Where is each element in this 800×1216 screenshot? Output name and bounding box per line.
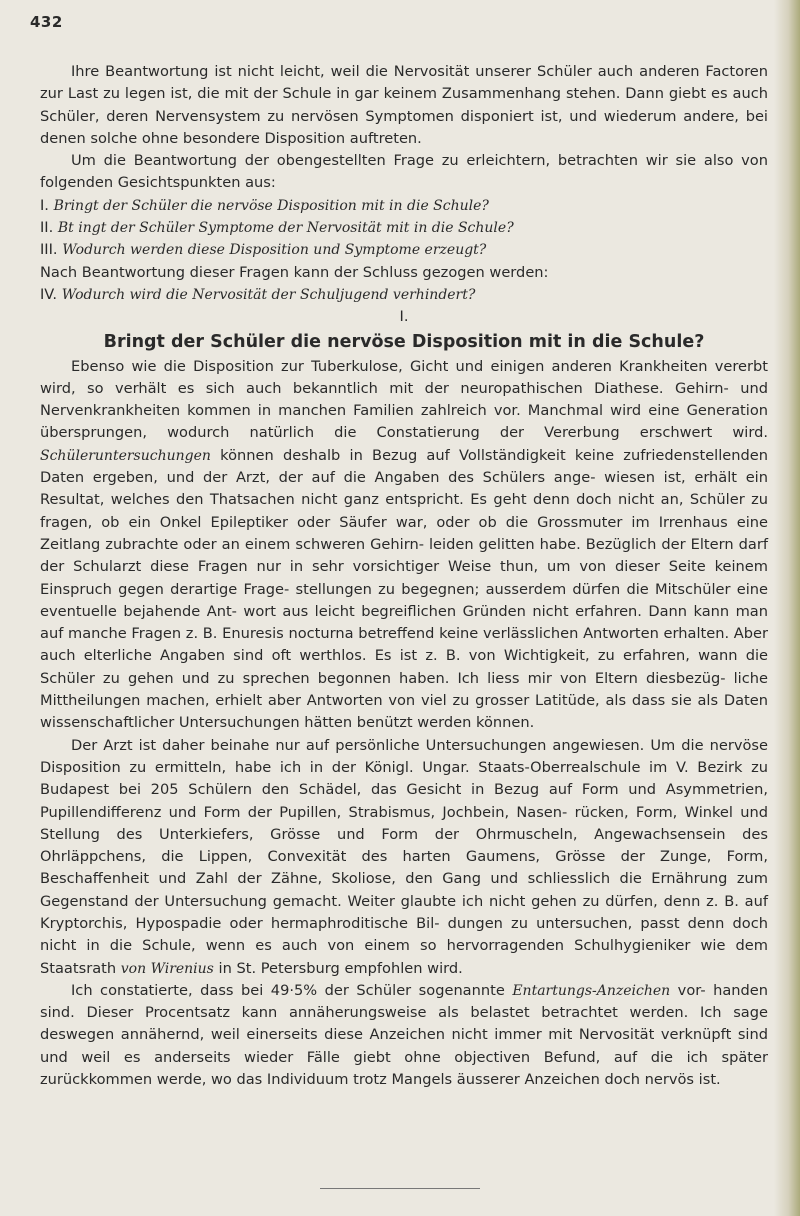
section-heading: Bringt der Schüler die nervöse Disposition mit in die Schule? (103, 331, 705, 352)
page-edge-shadow (774, 0, 800, 1216)
question-number: I. (40, 196, 49, 214)
question-number: III. (40, 241, 58, 259)
intro-paragraph: Um die Beantwortung der obengestellten Frage zu erleichtern, betrachten wir sie also von folgenden Gesichtspunkten aus: (40, 152, 768, 192)
paragraph-text: vor- handen sind. Dieser Procentsatz kann annäherungsweise als belastet betrachtet werden. Ich sage deswegen annähernd, weil einerseits diese Anzeichen nicht immer mit Nervosität verknüpft sind und weil es anderseits wieder Fälle giebt ohne objectiven Befund, auf die ich später zurückkommen werde, wo das Individuum trotz Mangels äusserer Anzeichen doch nervös ist. (40, 981, 769, 1089)
intro-paragraph: Ihre Beantwortung ist nicht leicht, weil die Nervosität unserer Schüler auch anderen Factoren zur Last zu legen ist, die mit der Schule in gar keinem Zusammenhang stehen. Dann giebt es auch Schüler, deren Nervensystem zu nervösen Symptomen disponiert ist, und wiederum andere, bei denen solche ohne besondere Disposition auftreten. (40, 63, 768, 147)
question-text: Wodurch werden diese Disposition und Symptome erzeugt? (62, 242, 487, 259)
footer-rule (320, 1188, 480, 1189)
section-number: I. (399, 308, 409, 326)
italic-term: Schüleruntersuchungen (40, 447, 211, 464)
paragraph-text: können deshalb in Bezug auf Vollständigkeit keine zufriedenstellenden Daten ergeben, und der Arzt, der auf die Angaben des Schülers ange- wiesen ist, erhält ein Resultat, welches den Thatsachen nicht ganz entspricht. Es geht denn doch nicht an, Schüler zu fragen, ob ein Onkel Epileptiker oder Säufer war, oder ob die Grossmuter im Irrenhaus eine Zeitlang zubrachte oder an einem schweren Gehirn- leiden gelitten habe. Bezüglich der Eltern darf der Schularzt diese Fragen nur in sehr vorsichtiger Weise thun, um von dieser Seite keinem Einspruch gegen derartige Frage- stellungen zu begegnen; ausserdem dürfen die Mitschüler eine eventuelle bejahende Ant- wort aus leicht begreiflichen Gründen nicht erfahren. Dann kann man auf manche Fragen z. B. Enuresis nocturna betreffend keine verlässlichen Antworten erhalten. Aber auch elterliche Angaben sind oft werthlos. Es ist z. B. von Wichtigkeit, zu erfahren, wann die Schüler zu gehen und zu sprechen begonnen haben. Ich liess mir von Eltern diesbezüg- liche Mittheilungen machen, erhielt aber Antworten von viel zu grosser Latitüde, als dass sie als Daten wissenschaftlicher Untersuchungen hätten benützt werden können. (40, 446, 768, 732)
body-paragraph (40, 356, 768, 735)
question-item (40, 239, 768, 261)
question-number: II. (40, 219, 54, 237)
paragraph-text: Ich constatierte, dass bei 49·5% der Schüler sogenannte (71, 981, 513, 999)
paragraph-text: in St. Petersburg empfohlen wird. (213, 959, 463, 977)
paragraph-text: Der Arzt ist daher beinahe nur auf persönliche Untersuchungen angewiesen. Um die nervöse Disposition zu ermitteln, habe ich in der Königl. Ungar. Staats-Oberrealschule im V. Bezirk zu Budapest bei 205 Schülern den Schädel, das Gesicht in Bezug auf Form und Asymmetrien, Pupillendifferenz und Form der Pupillen, Strabismus, Jochbein, Nasen- rücken, Form, Winkel und Stellung des Unterkiefers, Grösse und Form der Ohrmuscheln, Angewachsensein des Ohrläppchens, die Lippen, Convexität des harten Gaumens, Grösse der Zunge, Form, Beschaffenheit und Zahl der Zähne, Skoliose, den Gang und schliesslich die Ernährung zum Gegenstand der Untersuchung gemacht. Weiter glaubte ich nicht gehen zu dürfen, denn z. B. auf Kryptorchis, Hypospadie oder hermaphroditische Bil- dungen zu untersuchen, passt denn doch nicht in die Schule, wenn es auch von einem so hervorragenden Schulhygieniker wie dem Staatsrath (40, 736, 768, 977)
conclusion-line: Nach Beantwortung dieser Fragen kann der Schluss gezogen werden: (40, 263, 549, 281)
question-text: Bt ingt der Schüler Symptome der Nervosität mit in die Schule? (57, 220, 514, 237)
question-text: Bringt der Schüler die nervöse Disposition mit in die Schule? (53, 197, 489, 214)
italic-name: von Wirenius (120, 960, 214, 977)
question-item (40, 195, 768, 217)
body-paragraph (40, 735, 768, 980)
question-item (40, 217, 768, 239)
question-number: IV. (40, 285, 58, 303)
question-item (40, 284, 768, 306)
page-number: 432 (30, 13, 63, 31)
paragraph-text: Ebenso wie die Disposition zur Tuberkulose, Gicht und einigen anderen Krankheiten vererbt wird, so verhält es sich auch bekanntlich mit der neuropathischen Diathese. Gehirn- und Nervenkrankheiten kommen in manchen Familien zahlreich vor. Manchmal wird eine Generation übersprungen, wodurch natürlich die Constatierung der Vererbung erschwert wird. (40, 357, 768, 442)
question-text: Wodurch wird die Nervosität der Schuljugend verhindert? (61, 286, 476, 303)
page-text (40, 61, 768, 1091)
body-paragraph (40, 980, 768, 1091)
italic-term: Entartungs-Anzeichen (512, 982, 671, 999)
